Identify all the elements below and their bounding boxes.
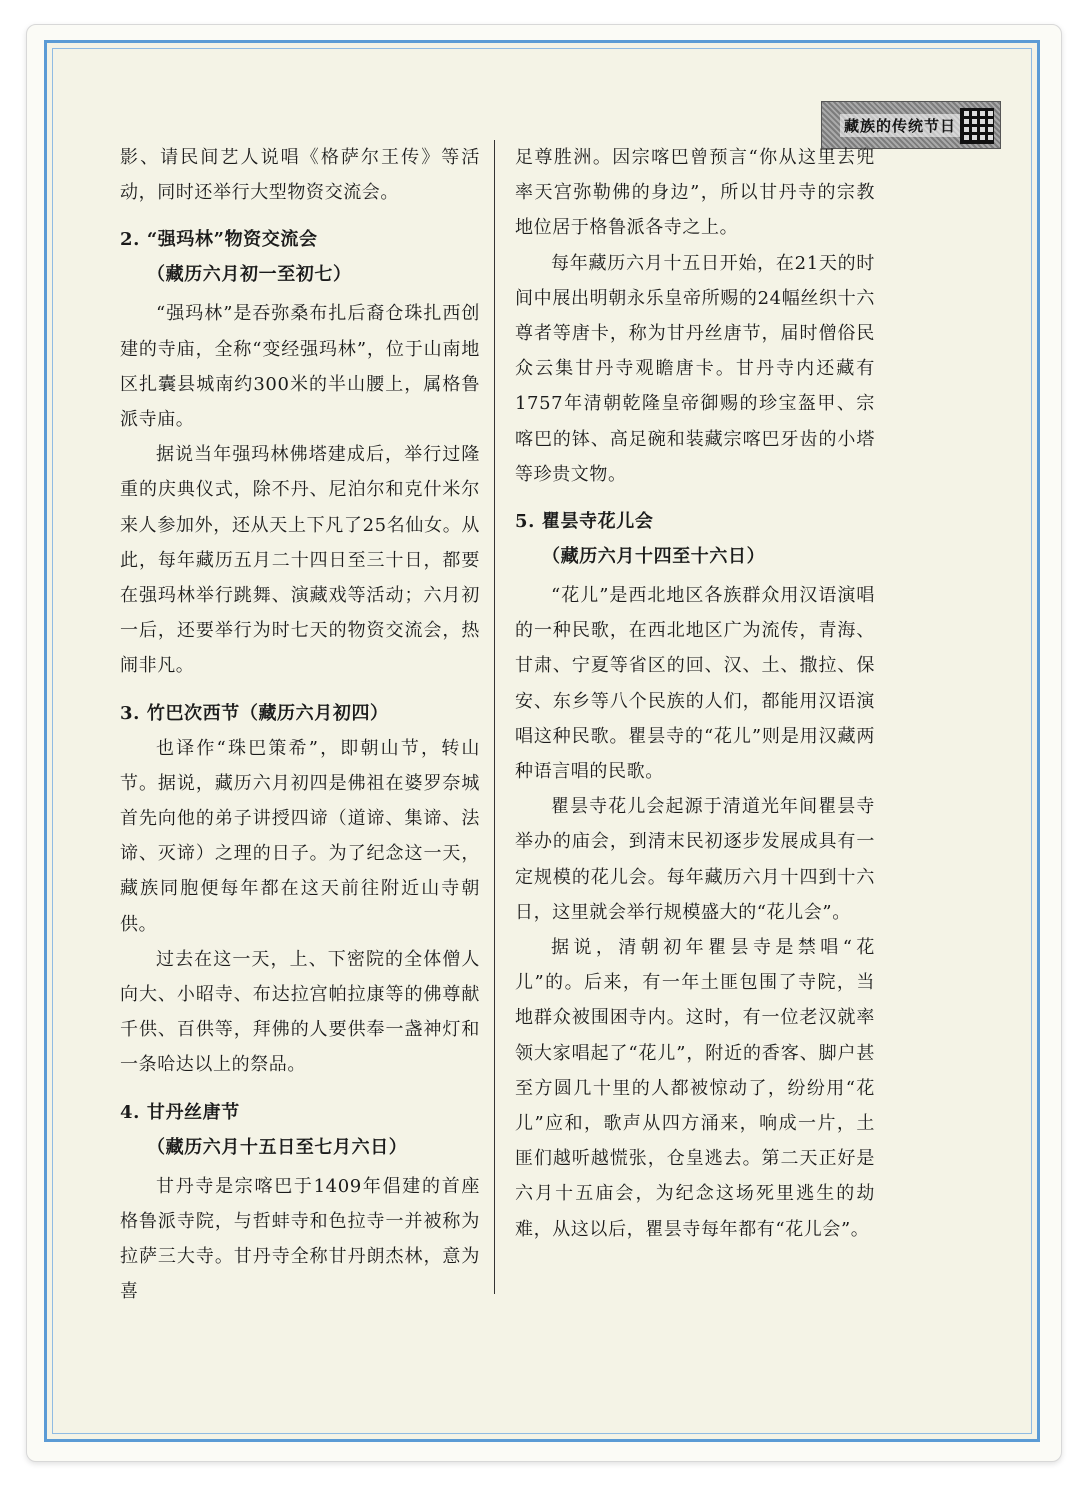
header-ornament-icon <box>960 108 994 144</box>
section-title-3: 3. 竹巴次西节（藏历六月初四） <box>120 702 389 724</box>
section-subtitle-2: （藏历六月初一至初七） <box>147 264 352 286</box>
paragraph: “强玛林”是吞弥桑布扎后裔仓珠扎西创建的寺庙，全称“变经强玛林”，位于山南地区扎囊县城南约300米的半山腰上，属格鲁派寺庙。 <box>120 303 480 431</box>
paragraph: 瞿昙寺花儿会起源于清道光年间瞿昙寺举办的庙会，到清末民初逐步发展成具有一定规模的花儿会。每年藏历六月十四到十六日，这里就会举行规模盛大的“花儿会”。 <box>515 796 875 923</box>
right-column <box>515 140 875 1247</box>
column-divider <box>494 140 495 1294</box>
paragraph: 据说，清朝初年瞿昙寺是禁唱“花儿”的。后来，有一年土匪包围了寺院，当地群众被围困寺内。这时，有一位老汉就率领大家唱起了“花儿”，附近的香客、脚户甚至方圆几十里的人都被惊动了，纷纷用“花儿”应和，歌声从四方涌来，响成一片，土匪们越听越慌张，仓皇逃去。第二天正好是六月十五庙会，为纪念这场死里逃生的劫难，从这以后，瞿昙寺每年都有“花儿会”。 <box>515 937 875 1240</box>
paragraph: 据说当年强玛林佛塔建成后，举行过隆重的庆典仪式，除不丹、尼泊尔和克什米尔来人参加外，还从天上下凡了25名仙女。从此，每年藏历五月二十四日至三十日，都要在强玛林举行跳舞、演藏戏等活动；六月初一后，还要举行为时七天的物资交流会，热闹非凡。 <box>120 444 480 677</box>
section-subtitle-4: （藏历六月十五日至七月六日） <box>147 1136 408 1158</box>
section-subtitle-5: （藏历六月十四至十六日） <box>542 546 766 568</box>
section-title-2: 2. “强玛林”物资交流会 <box>120 229 318 251</box>
paragraph: 甘丹寺是宗喀巴于1409年倡建的首座格鲁派寺院，与哲蚌寺和色拉寺一并被称为拉萨三大寺。甘丹寺全称甘丹朗杰林，意为喜 <box>120 1175 480 1303</box>
paragraph: “花儿”是西北地区各族群众用汉语演唱的一种民歌，在西北地区广为流传，青海、甘肃、宁夏等省区的回、汉、土、撒拉、保安、东乡等八个民族的人们，都能用汉语演唱这种民歌。瞿昙寺的“花儿”则是用汉藏两种语言唱的民歌。 <box>515 585 875 783</box>
paragraph: 足尊胜洲。因宗喀巴曾预言“你从这里去兜率天宫弥勒佛的身边”，所以甘丹寺的宗教地位居于格鲁派各寺之上。 <box>515 147 875 239</box>
running-header-text: 藏族的传统节日 <box>840 114 960 137</box>
left-column <box>120 140 480 1309</box>
paragraph: 也译作“珠巴策希”，即朝山节，转山节。据说，藏历六月初四是佛祖在婆罗奈城首先向他的弟子讲授四谛（道谛、集谛、法谛、灭谛）之理的日子。为了纪念这一天，藏族同胞便每年都在这天前往附近山寺朝供。 <box>120 737 480 935</box>
paragraph: 每年藏历六月十五日开始，在21天的时间中展出明朝永乐皇帝所赐的24幅丝织十六尊者等唐卡，称为甘丹丝唐节，届时僧俗民众云集甘丹寺观瞻唐卡。甘丹寺内还藏有1757年清朝乾隆皇帝御赐的珍宝盔甲、宗喀巴的钵、高足碗和装藏宗喀巴牙齿的小塔等珍贵文物。 <box>515 252 875 485</box>
section-title-4: 4. 甘丹丝唐节 <box>120 1101 240 1123</box>
paragraph: 影、请民间艺人说唱《格萨尔王传》等活动，同时还举行大型物资交流会。 <box>120 147 480 204</box>
paragraph: 过去在这一天，上、下密院的全体僧人向大、小昭寺、布达拉宫帕拉康等的佛尊献千供、百供等，拜佛的人要供奉一盏神灯和一条哈达以上的祭品。 <box>120 948 480 1076</box>
section-title-5: 5. 瞿昙寺花儿会 <box>515 511 654 533</box>
